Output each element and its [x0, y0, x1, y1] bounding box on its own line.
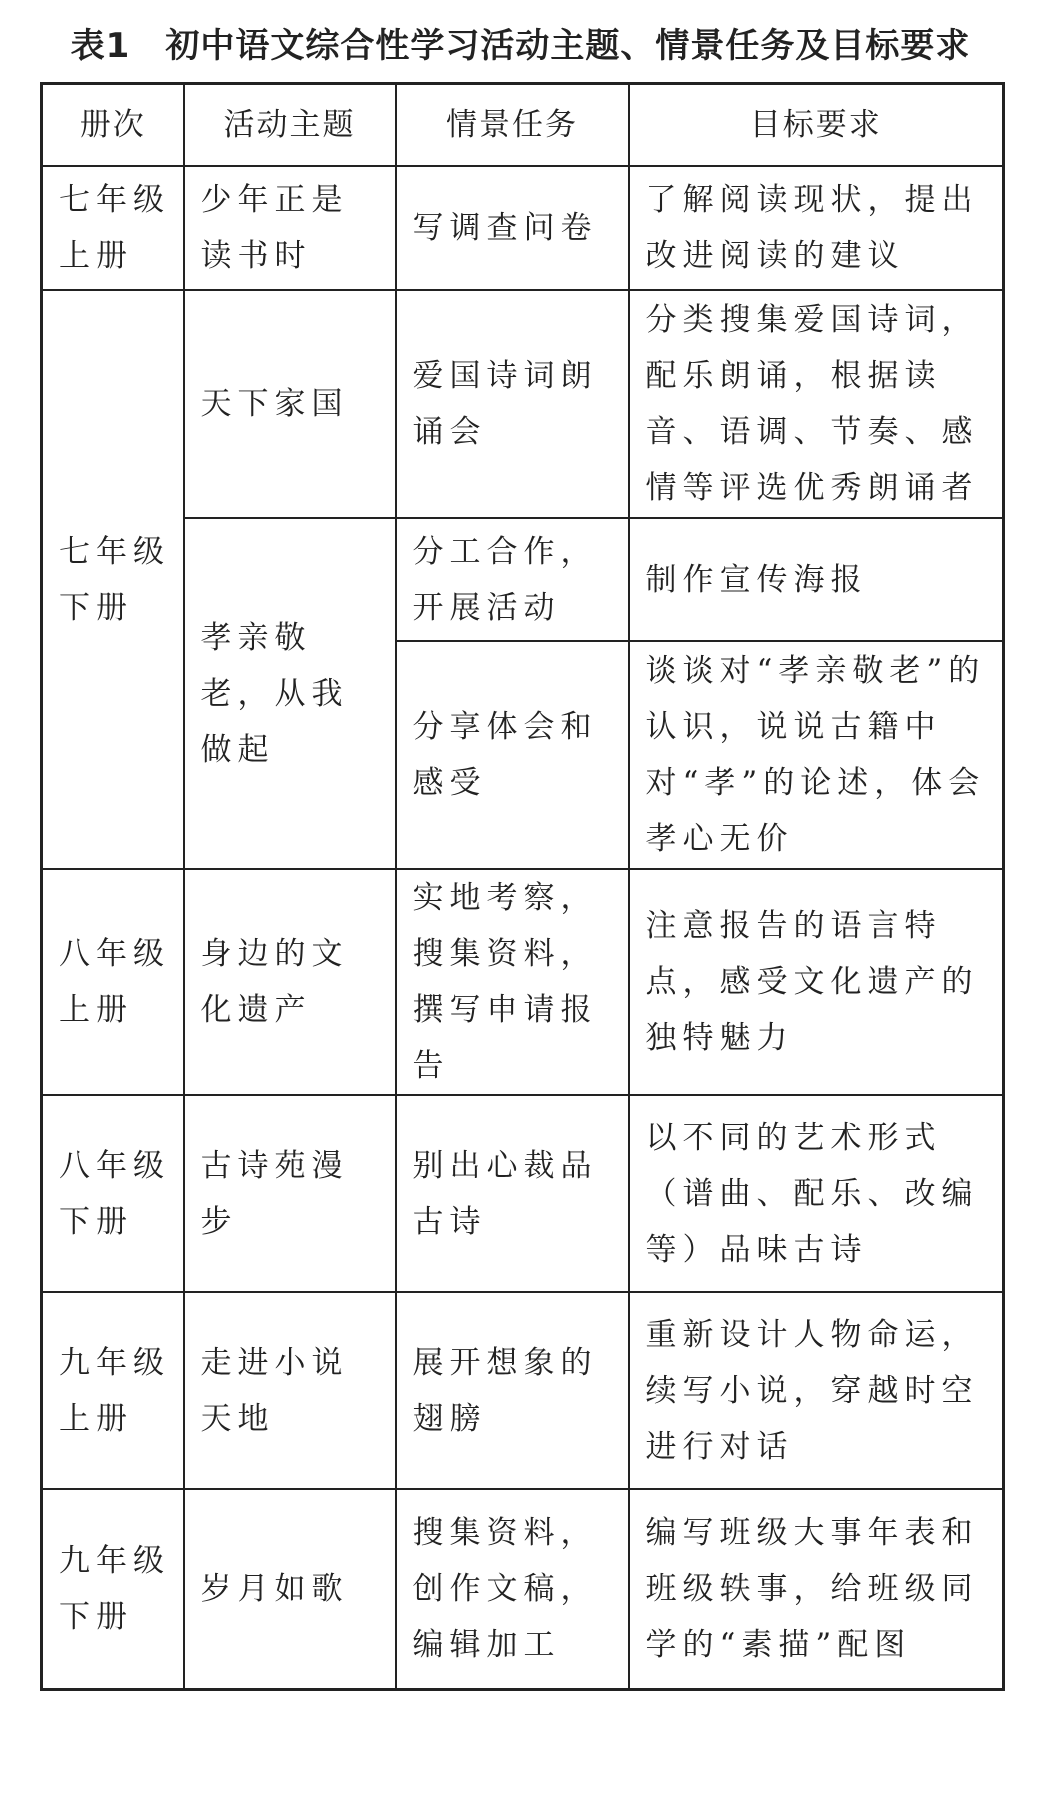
- header-volume: 册次: [42, 84, 184, 167]
- cell-task: 搜集资料，创作文稿，编辑加工: [396, 1489, 629, 1689]
- header-row: [42, 84, 1004, 167]
- table-row: [42, 869, 1004, 1095]
- cell-goal: 重新设计人物命运，续写小说，穿越时空进行对话: [629, 1292, 1004, 1489]
- cell-task: 别出心裁品古诗: [396, 1095, 629, 1292]
- cell-theme: 孝亲敬老，从我做起: [184, 518, 396, 869]
- cell-goal: 了解阅读现状，提出改进阅读的建议: [629, 166, 1004, 290]
- cell-volume: 七年级上册: [42, 166, 184, 290]
- table-caption: 表1 初中语文综合性学习活动主题、情景任务及目标要求: [70, 26, 971, 66]
- cell-task: 分工合作，开展活动: [396, 518, 629, 641]
- table-row: [42, 290, 1004, 518]
- cell-goal: 谈谈对“孝亲敬老”的认识，说说古籍中对“孝”的论述，体会孝心无价: [629, 641, 1004, 869]
- table-row: [42, 1489, 1004, 1689]
- cell-task: 实地考察，搜集资料，撰写申请报告: [396, 869, 629, 1095]
- table-row: [42, 166, 1004, 290]
- table-row: [42, 518, 1004, 641]
- header-task: 情景任务: [396, 84, 629, 167]
- cell-task: 写调查问卷: [396, 166, 629, 290]
- cell-goal: 注意报告的语言特点，感受文化遗产的独特魅力: [629, 869, 1004, 1095]
- activity-table: [40, 82, 1005, 1691]
- cell-theme: 古诗苑漫步: [184, 1095, 396, 1292]
- cell-volume: 八年级下册: [42, 1095, 184, 1292]
- cell-goal: 分类搜集爱国诗词，配乐朗诵，根据读音、语调、节奏、感情等评选优秀朗诵者: [629, 290, 1004, 518]
- cell-volume: 九年级上册: [42, 1292, 184, 1489]
- cell-theme: 少年正是读书时: [184, 166, 396, 290]
- header-theme: 活动主题: [184, 84, 396, 167]
- cell-task: 分享体会和感受: [396, 641, 629, 869]
- header-goal: 目标要求: [629, 84, 1004, 167]
- cell-goal: 编写班级大事年表和班级轶事，给班级同学的“素描”配图: [629, 1489, 1004, 1689]
- cell-goal: 制作宣传海报: [629, 518, 1004, 641]
- cell-volume: 八年级上册: [42, 869, 184, 1095]
- cell-goal: 以不同的艺术形式（谱曲、配乐、改编等）品味古诗: [629, 1095, 1004, 1292]
- cell-theme: 走进小说天地: [184, 1292, 396, 1489]
- cell-theme: 岁月如歌: [184, 1489, 396, 1689]
- cell-task: 展开想象的翅膀: [396, 1292, 629, 1489]
- cell-task: 爱国诗词朗诵会: [396, 290, 629, 518]
- cell-volume: 七年级下册: [42, 290, 184, 869]
- cell-volume: 九年级下册: [42, 1489, 184, 1689]
- cell-theme: 天下家国: [184, 290, 396, 518]
- cell-theme: 身边的文化遗产: [184, 869, 396, 1095]
- table-row: [42, 1095, 1004, 1292]
- table-row: [42, 1292, 1004, 1489]
